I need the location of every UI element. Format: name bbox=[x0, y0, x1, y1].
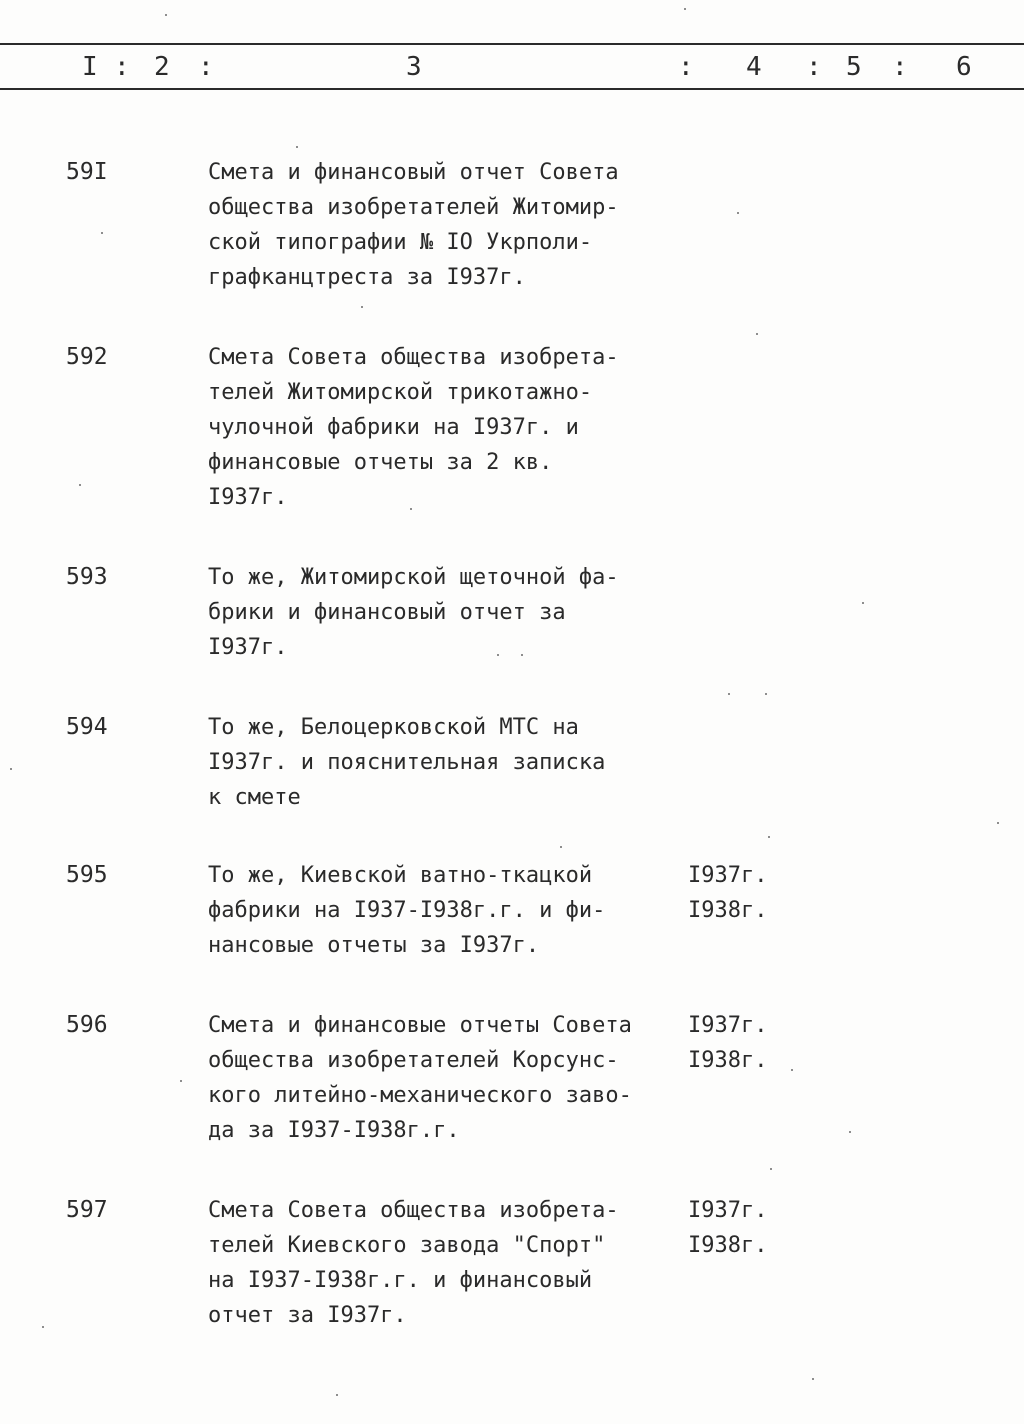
scan-speck bbox=[756, 333, 758, 335]
entry-number: 592 bbox=[66, 344, 108, 370]
date-end: I938г. bbox=[688, 898, 768, 923]
header-col-4: 4 bbox=[746, 52, 762, 82]
scan-speck bbox=[812, 1378, 814, 1380]
description-line: фабрики на I937-I938г.г. и фи- bbox=[208, 898, 606, 923]
entry-dates bbox=[688, 1193, 767, 1263]
entry-dates bbox=[688, 858, 767, 928]
scan-speck bbox=[361, 306, 363, 308]
header-col-1: I bbox=[82, 52, 98, 82]
scan-speck bbox=[101, 232, 103, 234]
entry-number: 595 bbox=[66, 862, 108, 888]
header-separator: : bbox=[806, 52, 822, 82]
date-end: I938г. bbox=[688, 1048, 768, 1073]
description-line: Смета и финансовый отчет Совета bbox=[208, 160, 619, 185]
entry-dates bbox=[688, 1008, 767, 1078]
description-line: да за I937-I938г.г. bbox=[208, 1118, 460, 1143]
description-line: финансовые отчеты за 2 кв. bbox=[208, 450, 553, 475]
description-line: I937г. bbox=[208, 485, 288, 510]
description-line: телей Киевского завода "Спорт" bbox=[208, 1233, 606, 1258]
entry-description bbox=[208, 1193, 678, 1333]
entry-number: 593 bbox=[66, 564, 108, 590]
description-line: общества изобретателей Житомир- bbox=[208, 195, 619, 220]
header-separator: : bbox=[114, 52, 130, 82]
date-end: I938г. bbox=[688, 1233, 768, 1258]
scan-speck bbox=[765, 693, 767, 695]
description-line: I937г. bbox=[208, 635, 288, 660]
header-separator: : bbox=[678, 52, 694, 82]
scan-speck bbox=[497, 654, 499, 656]
scan-speck bbox=[79, 484, 81, 486]
description-line: телей Житомирской трикотажно- bbox=[208, 380, 593, 405]
date-start: I937г. bbox=[688, 863, 768, 888]
scan-speck bbox=[336, 1394, 338, 1396]
description-line: на I937-I938г.г. и финансовый bbox=[208, 1268, 593, 1293]
header-separator: : bbox=[892, 52, 908, 82]
entry-description bbox=[208, 710, 678, 815]
scan-speck bbox=[180, 1080, 182, 1082]
header-bottom-rule bbox=[0, 88, 1024, 90]
entry-number: 594 bbox=[66, 714, 108, 740]
scan-speck bbox=[521, 654, 523, 656]
description-line: То же, Белоцерковской МТС на bbox=[208, 715, 579, 740]
scan-speck bbox=[862, 602, 864, 604]
header-col-5: 5 bbox=[846, 52, 862, 82]
entry-description bbox=[208, 1008, 678, 1148]
scan-speck bbox=[770, 1168, 772, 1170]
entry-number: 596 bbox=[66, 1012, 108, 1038]
header-col-3: 3 bbox=[406, 52, 422, 82]
description-line: То же, Житомирской щеточной фа- bbox=[208, 565, 619, 590]
description-line: Смета Совета общества изобрета- bbox=[208, 1198, 619, 1223]
description-line: Смета и финансовые отчеты Совета bbox=[208, 1013, 632, 1038]
entry-description bbox=[208, 155, 678, 295]
entry-description bbox=[208, 560, 678, 665]
scan-speck bbox=[684, 8, 686, 10]
description-line: Смета Совета общества изобрета- bbox=[208, 345, 619, 370]
scan-speck bbox=[791, 1069, 793, 1071]
description-line: кого литейно-механического заво- bbox=[208, 1083, 632, 1108]
description-line: То же, Киевской ватно-ткацкой bbox=[208, 863, 593, 888]
entry-description bbox=[208, 340, 678, 515]
description-line: брики и финансовый отчет за bbox=[208, 600, 566, 625]
entry-number: 59I bbox=[66, 159, 108, 185]
description-line: графканцтреста за I937г. bbox=[208, 265, 526, 290]
header-top-rule bbox=[0, 43, 1024, 45]
entry-number: 597 bbox=[66, 1197, 108, 1223]
description-line: общества изобретателей Корсунс- bbox=[208, 1048, 619, 1073]
description-line: нансовые отчеты за I937г. bbox=[208, 933, 540, 958]
description-line: к смете bbox=[208, 785, 301, 810]
date-start: I937г. bbox=[688, 1013, 768, 1038]
scan-speck bbox=[560, 846, 562, 848]
scan-speck bbox=[849, 1131, 851, 1133]
scan-speck bbox=[296, 146, 298, 148]
scan-speck bbox=[737, 212, 739, 214]
header-col-6: 6 bbox=[956, 52, 972, 82]
scan-speck bbox=[10, 768, 12, 770]
description-line: I937г. и пояснительная записка bbox=[208, 750, 606, 775]
description-line: отчет за I937г. bbox=[208, 1303, 407, 1328]
scan-speck bbox=[728, 693, 730, 695]
header-col-2: 2 bbox=[154, 52, 170, 82]
header-separator: : bbox=[198, 52, 214, 82]
scan-speck bbox=[42, 1326, 44, 1328]
date-start: I937г. bbox=[688, 1198, 768, 1223]
scan-speck bbox=[165, 14, 167, 16]
entry-description bbox=[208, 858, 678, 963]
scan-speck bbox=[410, 508, 412, 510]
description-line: чулочной фабрики на I937г. и bbox=[208, 415, 579, 440]
description-line: ской типографии № IO Укрполи- bbox=[208, 230, 593, 255]
scan-speck bbox=[768, 836, 770, 838]
scan-speck bbox=[997, 822, 999, 824]
